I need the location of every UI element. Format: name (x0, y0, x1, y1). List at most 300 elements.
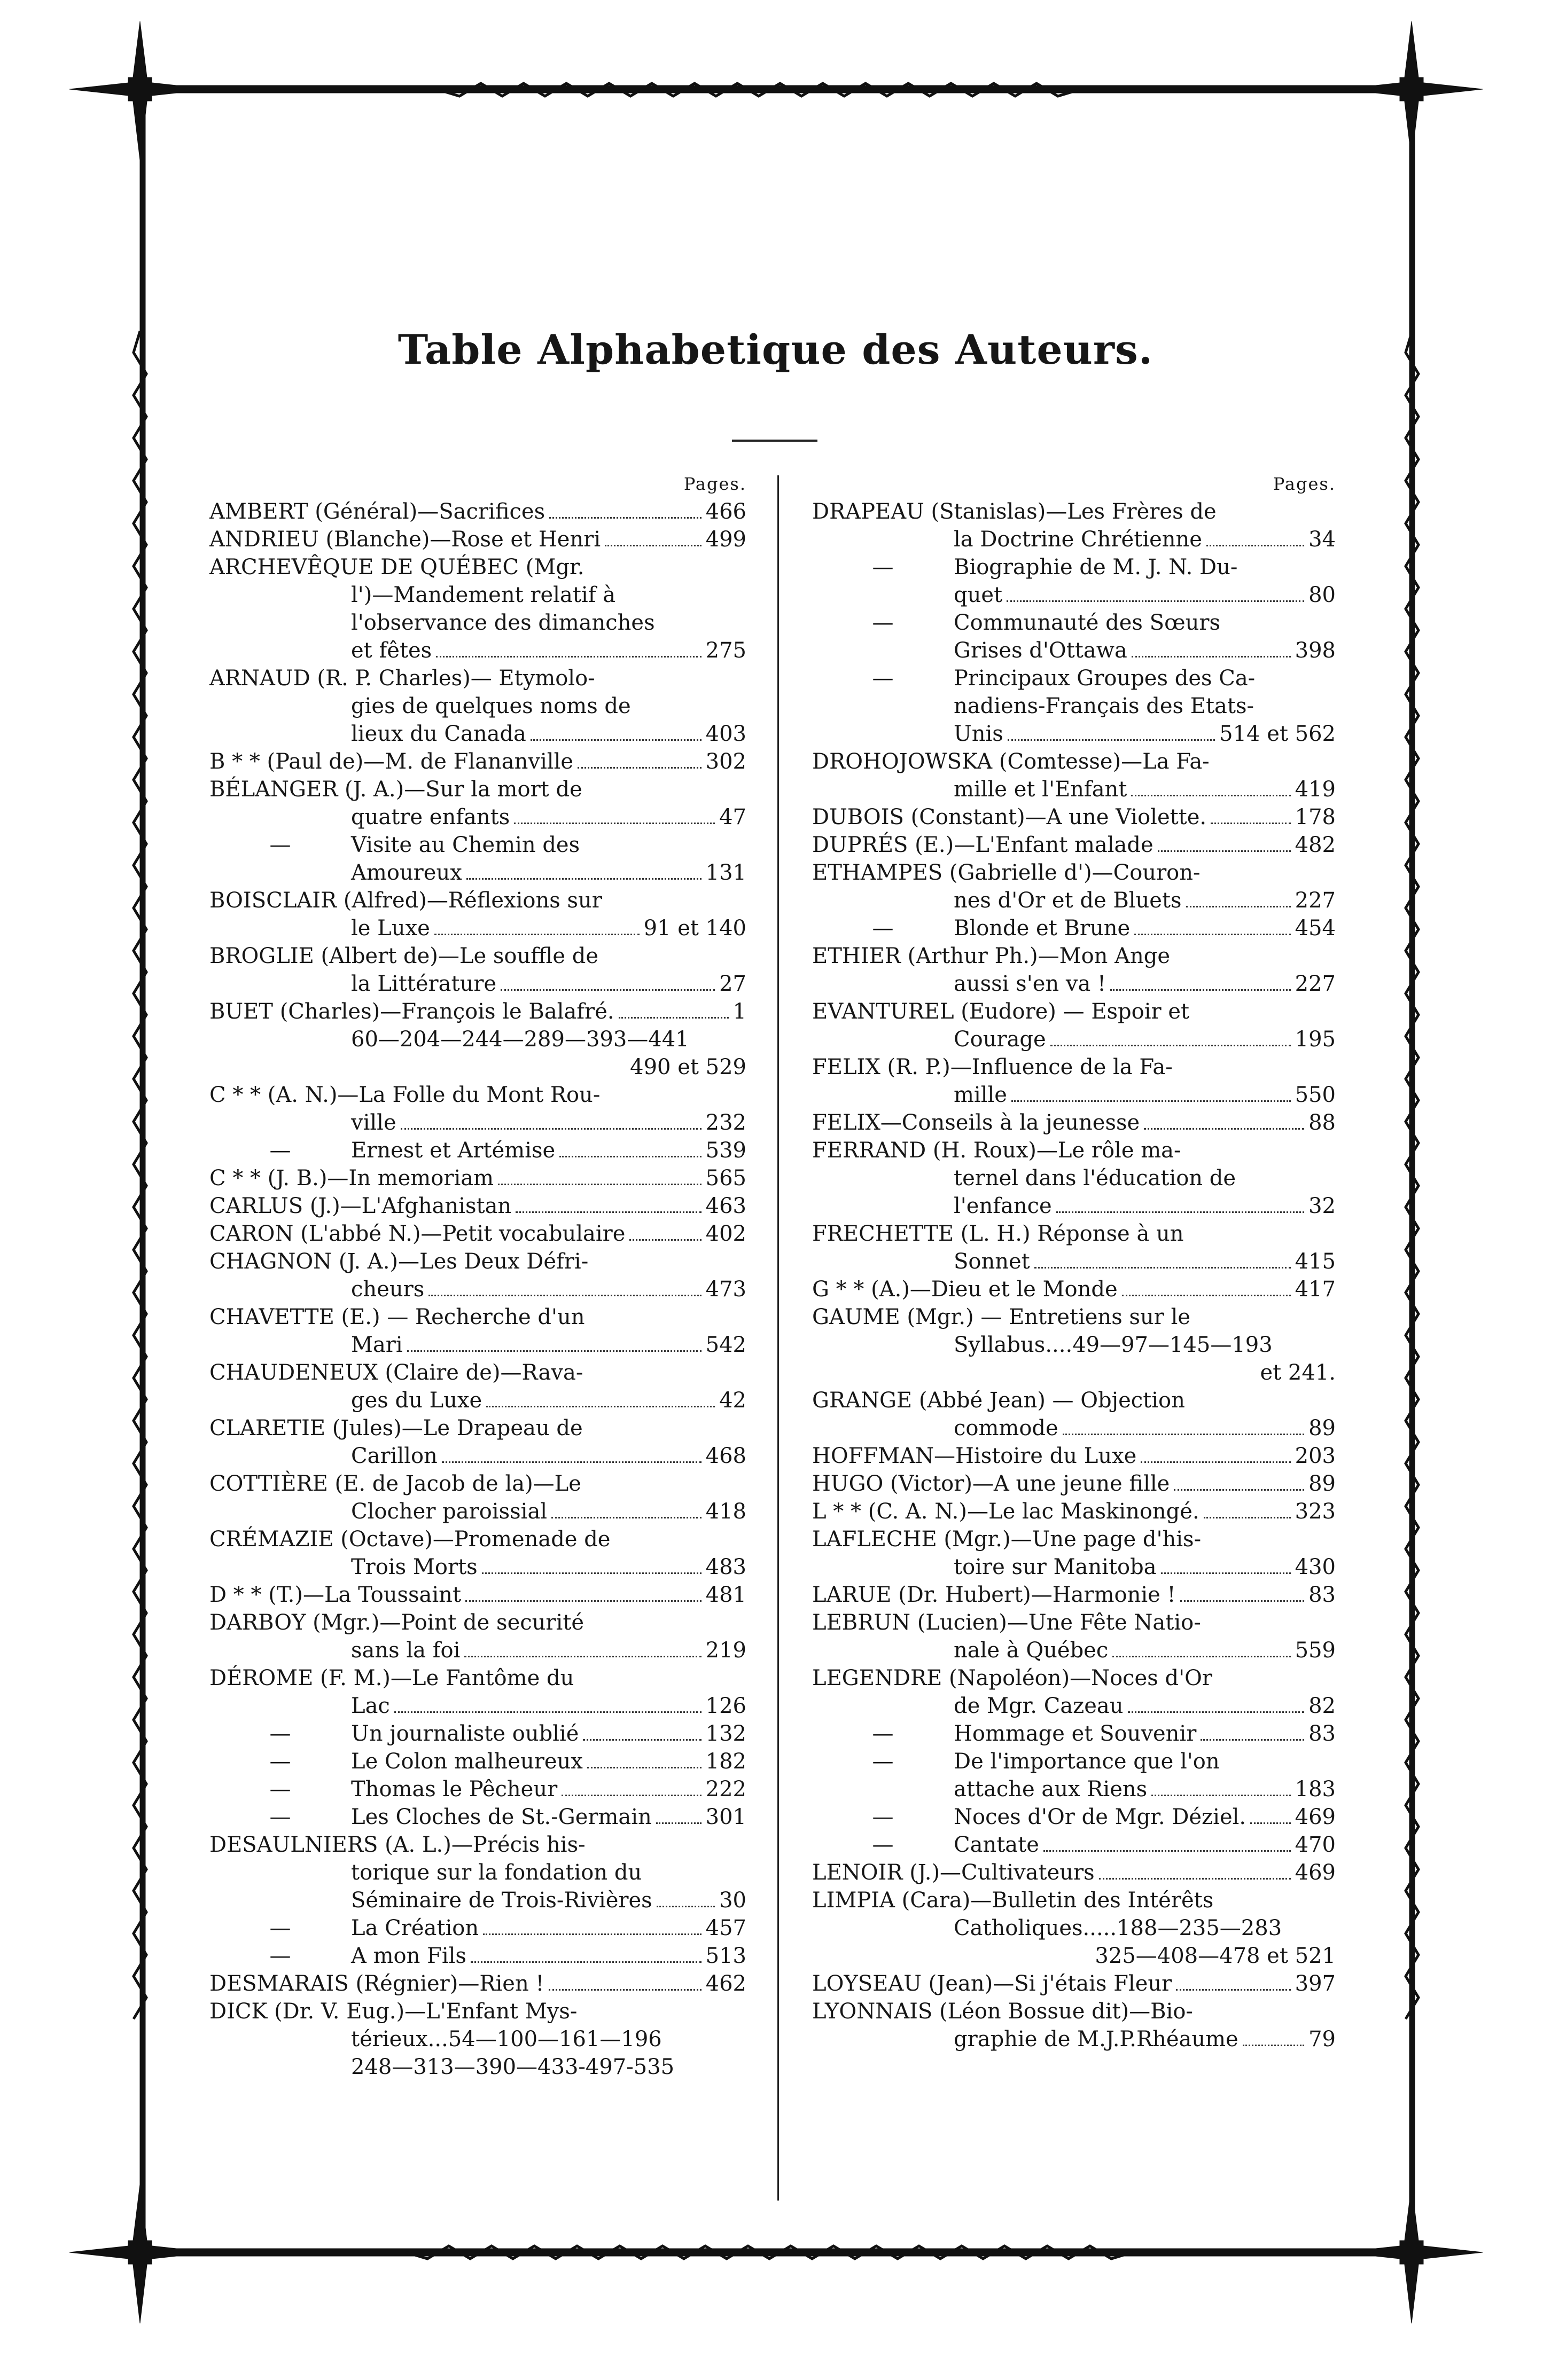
entry-line (812, 720, 1336, 748)
index-entry (209, 1998, 746, 2081)
page-number: 178 (1295, 805, 1336, 829)
entry-line (812, 803, 1336, 831)
entry-text: Lac (351, 1694, 390, 1718)
page-number: 203 (1295, 1444, 1336, 1468)
entry-line (209, 1970, 746, 1998)
entry-text: A mon Fils (351, 1944, 466, 1968)
entry-text: Amoureux (351, 860, 462, 885)
entry-line (812, 1748, 1336, 1775)
index-entry (812, 1748, 1336, 1803)
index-entry (209, 1081, 746, 1137)
entry-text: Trois Morts (351, 1555, 478, 1579)
entry-text: Cantate (954, 1833, 1039, 1857)
entry-text: FRECHETTE (L. H.) Réponse à un (812, 1222, 1184, 1246)
entry-line (209, 1275, 746, 1303)
dot-leader (551, 1517, 702, 1518)
entry-line (812, 1998, 1336, 2025)
entry-text: nale à Québec (954, 1638, 1109, 1663)
page-number: 132 (705, 1721, 746, 1746)
ditto-dash: — (269, 1805, 291, 1829)
index-entry (812, 914, 1336, 942)
page-number: 499 (705, 527, 746, 552)
entry-text: ARNAUD (R. P. Charles)— Etymolo- (209, 666, 595, 691)
dot-leader (605, 545, 701, 546)
index-entry (209, 498, 746, 526)
entry-line (209, 720, 746, 748)
entry-text: DESMARAIS (Régnier)—Rien ! (209, 1971, 544, 1996)
dot-leader (1206, 545, 1304, 546)
page-number: 482 (1295, 833, 1336, 857)
corner-ornament-top-right (1341, 21, 1483, 160)
entry-line (209, 1692, 746, 1720)
entry-line (812, 1359, 1336, 1387)
entry-text: BOISCLAIR (Alfred)—Réflexions sur (209, 888, 602, 913)
entry-text: 490 et 529 (630, 1055, 746, 1079)
dot-leader (1250, 1822, 1291, 1824)
entry-line (812, 970, 1336, 998)
entry-text: toire sur Manitoba (954, 1555, 1157, 1579)
page-number: 1 (732, 999, 746, 1024)
page-number: 483 (705, 1555, 746, 1579)
ditto-dash: — (872, 610, 894, 635)
dot-leader (1204, 1517, 1291, 1518)
entry-line (209, 2053, 746, 2081)
entry-line (209, 831, 746, 859)
entry-text: AMBERT (Général)—Sacrifices (209, 499, 545, 524)
index-entry (812, 1720, 1336, 1748)
entry-line (812, 1859, 1336, 1886)
entry-line (812, 1192, 1336, 1220)
entry-text: LENOIR (J.)—Cultivateurs (812, 1860, 1095, 1885)
entry-text: Grises d'Ottawa (954, 638, 1127, 663)
dot-leader (486, 1406, 715, 1407)
entry-line (209, 1664, 746, 1692)
index-entry (209, 831, 746, 887)
entry-line (812, 831, 1336, 859)
ditto-dash: — (269, 1721, 291, 1746)
entry-line (812, 1886, 1336, 1914)
index-entry (812, 1442, 1336, 1470)
left-entries (209, 498, 746, 2081)
entry-text: lieux du Canada (351, 722, 526, 746)
entry-line (812, 1692, 1336, 1720)
page-number: 539 (705, 1138, 746, 1163)
ditto-dash: — (269, 1749, 291, 1774)
dot-leader (583, 1739, 701, 1741)
entry-line (812, 887, 1336, 914)
page-number: 415 (1295, 1249, 1336, 1274)
entry-text: FELIX (R. P.)—Influence de la Fa- (812, 1055, 1173, 1079)
entry-text: la Littérature (351, 972, 497, 996)
entry-line (812, 1331, 1336, 1359)
index-entry (812, 1220, 1336, 1275)
dot-leader (656, 1822, 702, 1824)
entry-line (812, 637, 1336, 664)
entry-line (209, 803, 746, 831)
entry-text: Syllabus....49—97—145—193 (954, 1333, 1273, 1357)
entry-line (812, 1831, 1336, 1859)
index-entry (209, 1414, 746, 1470)
entry-line (812, 1081, 1336, 1109)
entry-text: ARCHEVÊQUE DE QUÉBEC (Mgr. (209, 555, 584, 580)
entry-text: DRAPEAU (Stanislas)—Les Frères de (812, 499, 1217, 524)
entry-text: ville (351, 1110, 396, 1135)
entry-text: ETHIER (Arthur Ph.)—Mon Ange (812, 944, 1171, 968)
dot-leader (401, 1128, 702, 1130)
entry-line (209, 637, 746, 664)
page-number: 82 (1308, 1694, 1336, 1718)
dot-leader (471, 1961, 702, 1963)
entry-text: et 241. (1260, 1360, 1336, 1385)
index-entry (209, 748, 746, 776)
entry-text: L * * (C. A. N.)—Le lac Maskinongé. (812, 1499, 1199, 1524)
corner-ornament-bottom-right (1341, 2185, 1483, 2323)
entry-line (812, 609, 1336, 637)
dot-leader (407, 1350, 702, 1352)
entry-text: DARBOY (Mgr.)—Point de securité (209, 1610, 584, 1635)
entry-text: Visite au Chemin des (351, 833, 580, 857)
dot-leader (1161, 1572, 1291, 1574)
page-number: 89 (1308, 1471, 1336, 1496)
entry-line (209, 1914, 746, 1942)
page-number: 463 (705, 1194, 746, 1218)
entry-line (812, 1970, 1336, 1998)
entry-text: sans la foi (351, 1638, 461, 1663)
page-number: 83 (1308, 1721, 1336, 1746)
page-number: 195 (1295, 1027, 1336, 1052)
right-column (812, 470, 1336, 2053)
entry-line (209, 887, 746, 914)
column-divider (777, 475, 779, 2201)
dot-leader (436, 656, 701, 657)
entry-line (812, 1137, 1336, 1164)
page-number: 219 (705, 1638, 746, 1663)
index-entry (209, 776, 746, 831)
entry-text: l')—Mandement relatif à (351, 583, 616, 607)
index-entry (812, 1470, 1336, 1498)
entry-text: CLARETIE (Jules)—Le Drapeau de (209, 1416, 583, 1440)
entry-text: Le Colon malheureux (351, 1749, 583, 1774)
dot-leader (1128, 1711, 1305, 1713)
entry-text: C * * (A. N.)—La Folle du Mont Rou- (209, 1083, 601, 1107)
dot-leader (464, 1656, 701, 1657)
dot-leader (466, 878, 702, 880)
entry-text: ETHAMPES (Gabrielle d')—Couron- (812, 860, 1201, 885)
entry-line (209, 1025, 746, 1053)
entry-text: commode (954, 1416, 1058, 1440)
index-entry (209, 1220, 746, 1248)
entry-line (209, 1109, 746, 1137)
top-border-band (128, 85, 1432, 93)
entry-text: Courage (954, 1027, 1046, 1052)
page-number: 83 (1308, 1583, 1336, 1607)
entry-text: LARUE (Dr. Hubert)—Harmonie ! (812, 1583, 1176, 1607)
entry-text: DÉROME (F. M.)—Le Fantôme du (209, 1666, 574, 1690)
entry-line (209, 1942, 746, 1970)
left-column (209, 470, 746, 2081)
entry-text: Communauté des Sœurs (954, 610, 1221, 635)
entry-text: LAFLECHE (Mgr.)—Une page d'his- (812, 1527, 1202, 1552)
entry-line (209, 1637, 746, 1664)
dot-leader (1063, 1434, 1304, 1435)
index-entry (209, 553, 746, 664)
entry-line (812, 1414, 1336, 1442)
page-number: 126 (705, 1694, 746, 1718)
dot-leader (1144, 1128, 1304, 1130)
page-number: 481 (705, 1583, 746, 1607)
entry-line (812, 1637, 1336, 1664)
index-entry (209, 1831, 746, 1914)
entry-text: LIMPIA (Cara)—Bulletin des Intérêts (812, 1888, 1214, 1913)
entry-text: DESAULNIERS (A. L.)—Précis his- (209, 1833, 586, 1857)
entry-line (209, 1081, 746, 1109)
entry-text: GRANGE (Abbé Jean) — Objection (812, 1388, 1185, 1413)
entry-text: LOYSEAU (Jean)—Si j'étais Fleur (812, 1971, 1172, 1996)
entry-line (209, 942, 746, 970)
page-number: 80 (1308, 583, 1336, 607)
dot-leader (428, 1295, 701, 1296)
page-number: 418 (705, 1499, 746, 1524)
entry-line (209, 1775, 746, 1803)
entry-text: FERRAND (H. Roux)—Le rôle ma- (812, 1138, 1181, 1163)
entry-text: COTTIÈRE (E. de Jacob de la)—Le (209, 1471, 581, 1496)
entry-text: BUET (Charles)—François le Balafré. (209, 999, 614, 1024)
dot-leader (1011, 1100, 1291, 1102)
entry-line (812, 1025, 1336, 1053)
entry-line (812, 692, 1336, 720)
page-number: 89 (1308, 1416, 1336, 1440)
page-number: 469 (1295, 1805, 1336, 1829)
index-entry (812, 1609, 1336, 1664)
entry-line (812, 1525, 1336, 1553)
entry-line (209, 970, 746, 998)
entry-line (812, 1942, 1336, 1970)
index-entry (209, 1914, 746, 1942)
entry-line (812, 1720, 1336, 1748)
dot-leader (1008, 739, 1215, 741)
dot-leader (562, 1795, 701, 1796)
dot-leader (1050, 1045, 1291, 1046)
entry-line (209, 1192, 746, 1220)
dot-leader (465, 1600, 702, 1602)
entry-line (209, 859, 746, 887)
entry-text: l'enfance (954, 1194, 1052, 1218)
index-entry (812, 1803, 1336, 1831)
page-number: 457 (705, 1916, 746, 1940)
ditto-dash: — (269, 1916, 291, 1940)
dot-leader (434, 934, 640, 935)
entry-line (209, 692, 746, 720)
page-number: 402 (705, 1222, 746, 1246)
entry-text: attache aux Riens (954, 1777, 1148, 1802)
index-entry (209, 664, 746, 748)
entry-line (209, 998, 746, 1025)
entry-text: Carillon (351, 1444, 438, 1468)
index-entry (812, 998, 1336, 1053)
entry-text: nes d'Or et de Bluets (954, 888, 1182, 913)
page-number: 454 (1295, 916, 1336, 941)
entry-line (812, 664, 1336, 692)
dot-leader (619, 1017, 729, 1019)
page-number: 42 (719, 1388, 746, 1413)
index-entry (209, 1970, 746, 1998)
page-number: 470 (1295, 1833, 1336, 1857)
entry-text: aussi s'en va ! (954, 972, 1106, 996)
ditto-dash: — (269, 1138, 291, 1163)
entry-line (209, 1525, 746, 1553)
entry-line (209, 1359, 746, 1387)
entry-text: DROHOJOWSKA (Comtesse)—La Fa- (812, 749, 1210, 774)
index-entry (812, 1109, 1336, 1137)
dot-leader (1174, 1489, 1304, 1491)
index-entry (209, 1942, 746, 1970)
entry-line (209, 914, 746, 942)
entry-line (812, 1303, 1336, 1331)
page-number: 403 (705, 722, 746, 746)
entry-text: quatre enfants (351, 805, 510, 829)
entry-line (812, 1248, 1336, 1275)
dot-leader (1186, 906, 1291, 907)
index-entry (209, 1470, 746, 1525)
dot-leader (1201, 1739, 1304, 1741)
index-entry (209, 1720, 746, 1748)
page-number: 559 (1295, 1638, 1336, 1663)
entry-text: Catholiques.....188—235—283 (954, 1916, 1282, 1940)
index-entry (812, 1303, 1336, 1387)
entry-line (209, 498, 746, 526)
index-entry (812, 942, 1336, 998)
entry-text: l'observance des dimanches (351, 610, 655, 635)
entry-line (209, 1442, 746, 1470)
entry-text: BÉLANGER (J. A.)—Sur la mort de (209, 777, 582, 802)
dot-leader (514, 823, 715, 824)
entry-line (209, 1553, 746, 1581)
entry-line (209, 1220, 746, 1248)
ditto-dash: — (872, 1721, 894, 1746)
page-number: 323 (1295, 1499, 1336, 1524)
entry-line (812, 581, 1336, 609)
page-number: 88 (1308, 1110, 1336, 1135)
page-number: 131 (705, 860, 746, 885)
page-number: 32 (1308, 1194, 1336, 1218)
pages-header-left: Pages. (683, 474, 746, 494)
ditto-dash: — (269, 1777, 291, 1802)
corner-ornament-top-left (69, 21, 211, 160)
page-number: 227 (1295, 972, 1336, 996)
page-number: 232 (705, 1110, 746, 1135)
entry-text: Mari (351, 1333, 403, 1357)
index-entry (209, 526, 746, 553)
dot-leader (1243, 2045, 1304, 2046)
entry-text: LYONNAIS (Léon Bossue dit)—Bio- (812, 1999, 1193, 2024)
entry-line (812, 942, 1336, 970)
entry-text: De l'importance que l'on (954, 1749, 1220, 1774)
entry-text: D * * (T.)—La Toussaint (209, 1583, 462, 1607)
dot-leader (1043, 1850, 1291, 1852)
entry-text: HUGO (Victor)—A une jeune fille (812, 1471, 1170, 1496)
index-entry (812, 1970, 1336, 1998)
entry-line (209, 1248, 746, 1275)
ditto-dash: — (872, 1749, 894, 1774)
entry-text: Clocher paroissial (351, 1499, 548, 1524)
entry-text: gies de quelques noms de (351, 694, 631, 718)
index-entry (209, 1525, 746, 1581)
index-entry (812, 803, 1336, 831)
entry-text: LEBRUN (Lucien)—Une Fête Natio- (812, 1610, 1201, 1635)
page-number: 466 (705, 499, 746, 524)
entry-text: Noces d'Or de Mgr. Déziel. (954, 1805, 1246, 1829)
page-number: 227 (1295, 888, 1336, 913)
entry-line (812, 998, 1336, 1025)
dot-leader (442, 1461, 702, 1463)
entry-line (209, 1609, 746, 1637)
dot-leader (587, 1767, 702, 1768)
dot-leader (1180, 1600, 1304, 1602)
index-entry (812, 1387, 1336, 1442)
page-number: 550 (1295, 1083, 1336, 1107)
dot-leader (1099, 1878, 1291, 1880)
page-number: 473 (705, 1277, 746, 1302)
entry-text: quet (954, 583, 1003, 607)
index-entry (209, 887, 746, 942)
index-entry (209, 1581, 746, 1609)
page-number: 417 (1295, 1277, 1336, 1302)
entry-text: CRÉMAZIE (Octave)—Promenade de (209, 1527, 611, 1552)
corner-ornament-bottom-left (69, 2185, 211, 2323)
entry-text: 325—408—478 et 521 (1095, 1944, 1336, 1968)
entry-line (812, 1275, 1336, 1303)
entry-text: EVANTUREL (Eudore) — Espoir et (812, 999, 1190, 1024)
entry-line (812, 1803, 1336, 1831)
left-border-band (140, 93, 145, 2249)
dot-leader (498, 1184, 702, 1185)
index-entry (209, 1192, 746, 1220)
entry-text: Sonnet (954, 1249, 1030, 1274)
entry-text: térieux...54—100—161—196 (351, 2027, 662, 2052)
dot-leader (1110, 989, 1291, 991)
entry-text: DUPRÉS (E.)—L'Enfant malade (812, 833, 1153, 857)
entry-line (812, 1053, 1336, 1081)
entry-line (209, 1053, 746, 1081)
entry-text: B * * (Paul de)—M. de Flananville (209, 749, 574, 774)
ditto-dash: — (269, 833, 291, 857)
dot-leader (1122, 1295, 1291, 1296)
index-entry (209, 1775, 746, 1803)
entry-text: cheurs (351, 1277, 425, 1302)
entry-text: CARLUS (J.)—L'Afghanistan (209, 1194, 512, 1218)
entry-text: BROGLIE (Albert de)—Le souffle de (209, 944, 599, 968)
index-entry (812, 498, 1336, 553)
pages-header-right: Pages. (1273, 474, 1336, 494)
page-number: 222 (705, 1777, 746, 1802)
entry-line (209, 2025, 746, 2053)
entry-text: CHAVETTE (E.) — Recherche d'un (209, 1305, 585, 1329)
entry-line (812, 1914, 1336, 1942)
ditto-dash: — (872, 666, 894, 691)
dot-leader (1134, 934, 1290, 935)
index-entry (209, 1137, 746, 1164)
index-entry (812, 859, 1336, 914)
dot-leader (578, 767, 702, 769)
entry-line (209, 1803, 746, 1831)
index-entry (812, 1275, 1336, 1303)
entry-line (812, 748, 1336, 776)
entry-text: torique sur la fondation du (351, 1860, 642, 1885)
entry-text: mille et l'Enfant (954, 777, 1127, 802)
index-entry (812, 609, 1336, 664)
entry-text: GAUME (Mgr.) — Entretiens sur le (812, 1305, 1191, 1329)
index-entry (812, 1886, 1336, 1970)
